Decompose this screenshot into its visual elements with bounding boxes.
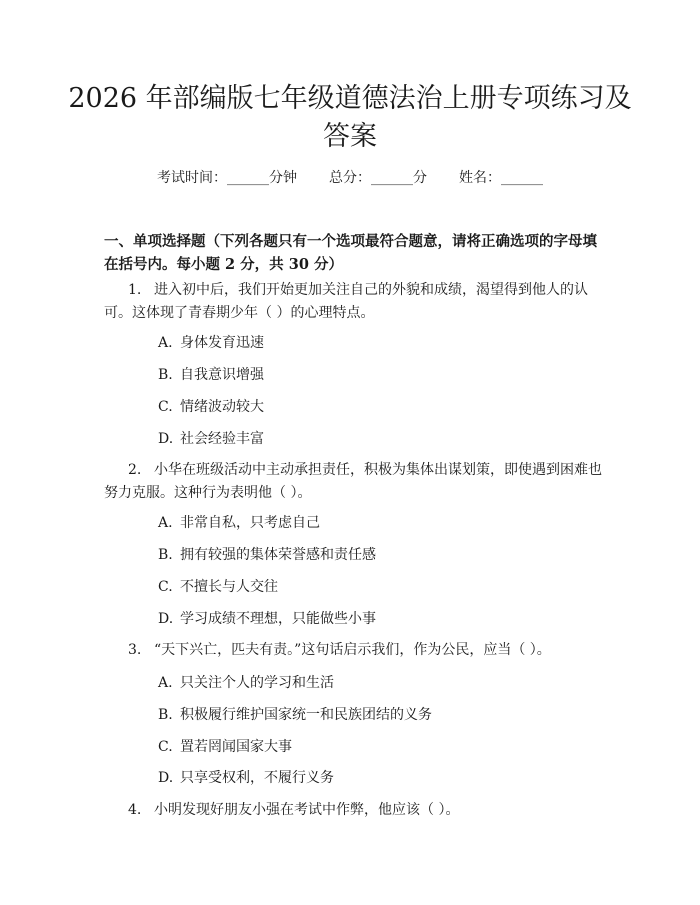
student-name: 姓名：______ [459, 170, 543, 186]
option-3b [158, 705, 432, 725]
question-text: 小明发现好朋友小强在考试中作弊，他应该（ ）。 [154, 802, 460, 818]
option-1b [158, 365, 264, 385]
question-1 [104, 279, 604, 325]
option-text: 自我意识增强 [180, 367, 264, 383]
question-text: 小华在班级活动中主动承担责任，积极为集体出谋划策，即使遇到困难也努力克服。这种行为表明他（ ）。 [104, 462, 602, 501]
option-text: 非常自私，只考虑自己 [180, 515, 320, 531]
option-letter: C. [158, 399, 173, 415]
total-score: 总分：______分 [329, 170, 427, 186]
option-letter: B. [158, 367, 173, 383]
option-2d [158, 609, 376, 629]
option-text: 积极履行维护国家统一和民族团结的义务 [180, 707, 432, 723]
option-letter: A. [158, 675, 173, 691]
question-text: “天下兴亡，匹夫有责。”这句话启示我们，作为公民，应当（ ）。 [154, 642, 551, 658]
question-number: 4. [128, 802, 142, 818]
option-letter: A. [158, 335, 173, 351]
question-number: 3. [128, 642, 142, 658]
option-3d [158, 768, 334, 788]
option-letter: D. [158, 431, 174, 447]
option-3a [158, 673, 334, 693]
option-text: 不擅长与人交往 [180, 579, 278, 595]
option-text: 置若罔闻国家大事 [180, 739, 292, 755]
section-heading: 一、单项选择题（下列各题只有一个选项最符合题意，请将正确选项的字母填在括号内。每小题 2 分，共 30 分） [104, 233, 597, 273]
question-number: 2. [128, 462, 142, 478]
option-letter: B. [158, 707, 173, 723]
question-text: 进入初中后，我们开始更加关注自己的外貌和成绩，渴望得到他人的认可。这体现了青春期少年（ ）的心理特点。 [104, 282, 588, 321]
option-letter: C. [158, 739, 173, 755]
option-text: 学习成绩不理想，只能做些小事 [180, 611, 376, 627]
option-2b [158, 545, 376, 565]
question-2 [104, 459, 604, 505]
document-title: 2026 年部编版七年级道德法治上册专项练习及答案 [68, 83, 632, 152]
option-letter: D. [158, 770, 174, 786]
option-letter: A. [158, 515, 173, 531]
question-4 [104, 799, 604, 822]
option-letter: D. [158, 611, 174, 627]
option-1d [158, 429, 264, 449]
question-3 [104, 639, 604, 662]
option-text: 社会经验丰富 [180, 431, 264, 447]
exam-info [0, 168, 700, 188]
option-text: 只关注个人的学习和生活 [180, 675, 334, 691]
option-text: 身体发育迅速 [180, 335, 264, 351]
option-3c [158, 737, 292, 757]
option-text: 情绪波动较大 [180, 399, 264, 415]
option-1c [158, 397, 264, 417]
option-text: 只享受权利，不履行义务 [180, 770, 334, 786]
option-2a [158, 513, 320, 533]
option-2c [158, 577, 278, 597]
option-letter: B. [158, 547, 173, 563]
option-letter: C. [158, 579, 173, 595]
option-1a [158, 333, 264, 353]
question-number: 1. [128, 282, 142, 298]
exam-time: 考试时间：______分钟 [157, 170, 297, 186]
option-text: 拥有较强的集体荣誉感和责任感 [180, 547, 376, 563]
